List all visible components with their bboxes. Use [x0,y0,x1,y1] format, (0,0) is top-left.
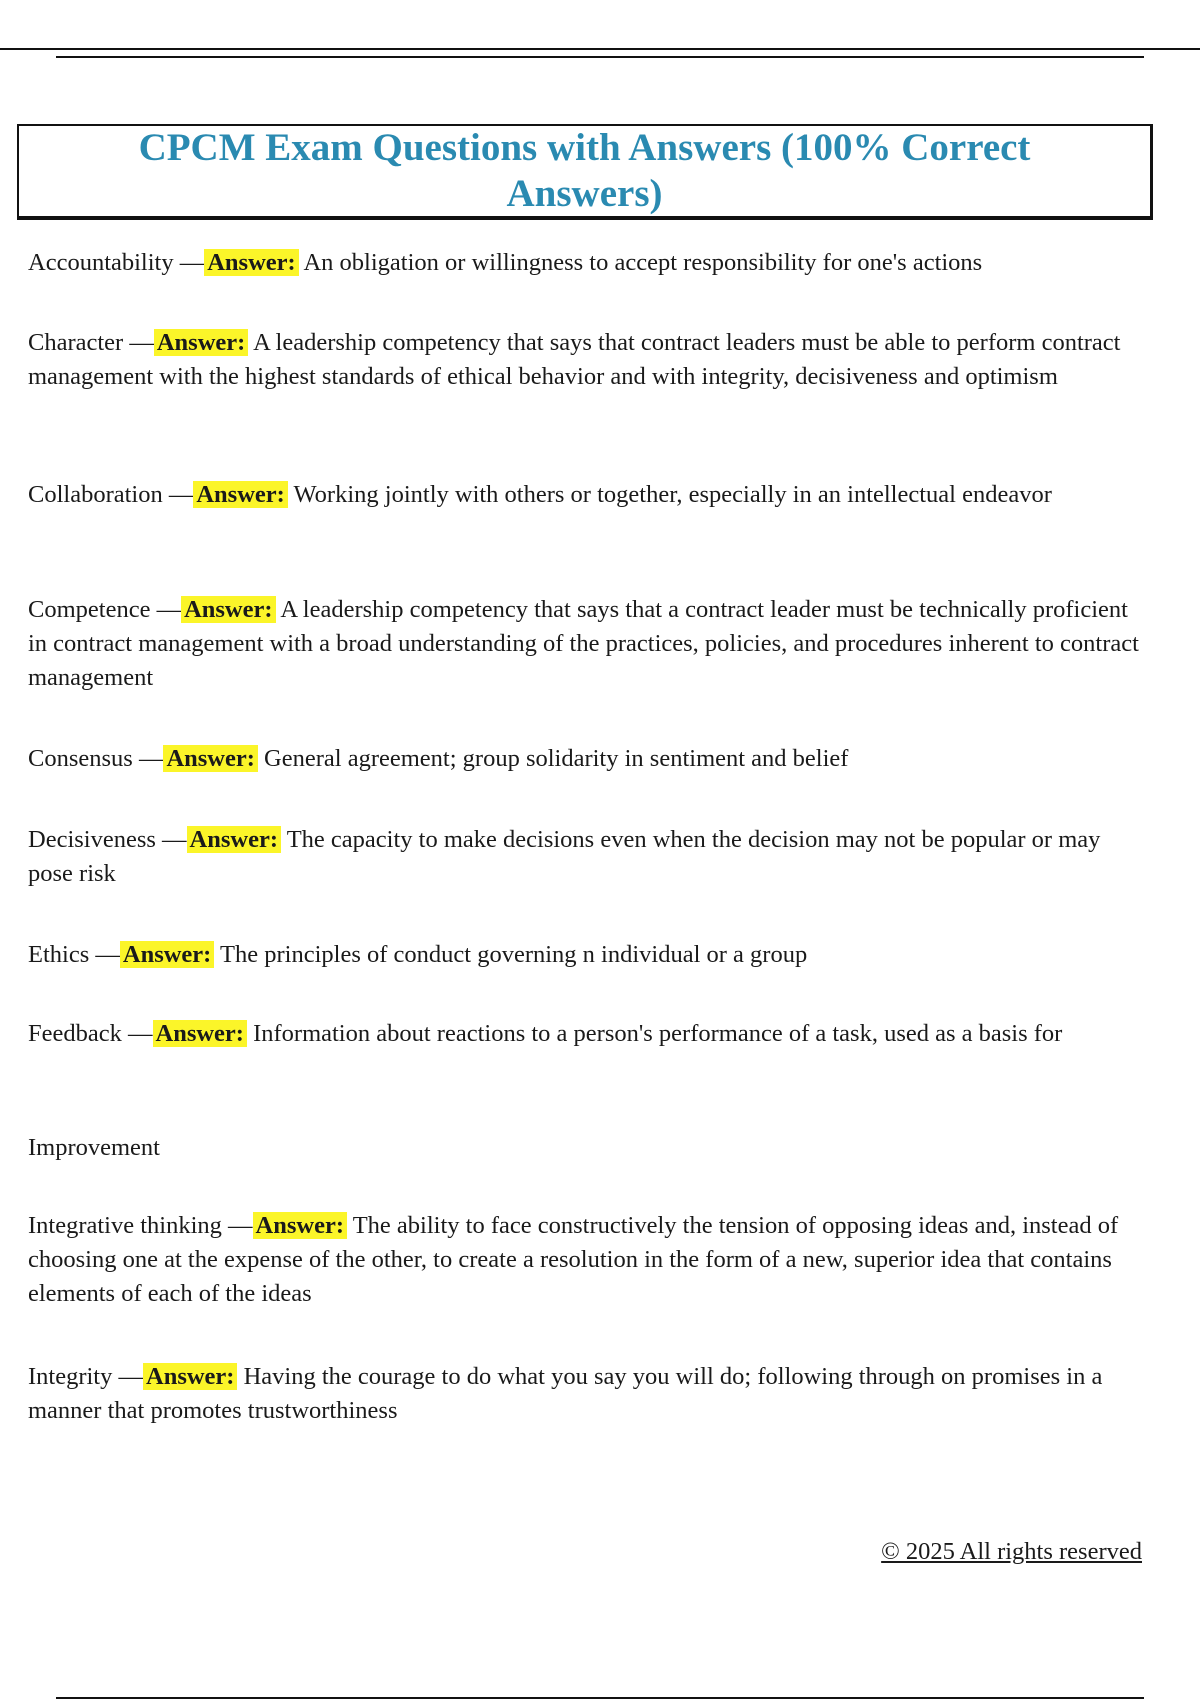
entry-answer: A leadership competency that says that a contract leader must be technically proficient in contract management with a broad understanding of the practices, policies, and procedures inherent to contract management [28,596,1139,691]
qa-entry: Consensus — Answer: General agreement; group solidarity in sentiment and belief [28,745,849,772]
qa-entry: Feedback — Answer: Information about reactions to a person's performance of a task, used as a basis for [28,1020,1063,1047]
entry-answer: Working jointly with others or together, especially in an intellectual endeavor [293,481,1052,508]
entry-term: Ethics [28,941,90,968]
top-rule [0,48,1200,50]
standalone-text: Improvement [28,1134,160,1161]
answer-label: Answer: [163,745,257,772]
answer-label: Answer: [120,941,214,968]
qa-entry: Character — Answer: A leadership competency that says that contract leaders must be able to perform contract management with the highest standards of ethical behavior and with integrity, decisiveness and optimism [28,329,1121,390]
entry-term: Decisiveness [28,826,156,853]
entry-term: Competence [28,596,151,623]
entry-term: Integrative thinking [28,1212,222,1239]
qa-entry: Competence — Answer: A leadership competency that says that a contract leader must be technically proficient in contract management with a broad understanding of the practices, policies, and procedures inherent to contract management [28,596,1139,691]
entry-term: Integrity [28,1363,113,1390]
qa-entry: Integrative thinking — Answer: The ability to face constructively the tension of opposing ideas and, instead of choosing one at the expense of the other, to create a resolution in the form of a new, superior idea that contains elements of each of the ideas [28,1212,1119,1307]
entry-term: Consensus [28,745,133,772]
entry-term: Accountability [28,249,174,276]
entry-answer: The capacity to make decisions even when the decision may not be popular or may pose risk [28,826,1101,887]
qa-entry: Ethics — Answer: The principles of conduct governing n individual or a group [28,941,808,968]
qa-entry: Decisiveness — Answer: The capacity to make decisions even when the decision may not be popular or may pose risk [28,826,1101,887]
entry-answer: Having the courage to do what you say you will do; following through on promises in a manner that promotes trustworthiness [28,1363,1103,1424]
qa-entry: Integrity — Answer: Having the courage to do what you say you will do; following through on promises in a manner that promotes trustworthiness [28,1363,1103,1424]
entry-answer: The principles of conduct governing n individual or a group [220,941,808,968]
entry-answer: An obligation or willingness to accept responsibility for one's actions [303,249,983,276]
answer-label: Answer: [143,1363,237,1390]
entry-answer: A leadership competency that says that contract leaders must be able to perform contract management with the highest standards of ethical behavior and with integrity, decisiveness and optimism [28,329,1121,390]
bottom-rule [56,1697,1144,1699]
entry-term: Character [28,329,124,356]
qa-entry: Collaboration — Answer: Working jointly with others or together, especially in an intellectual endeavor [28,481,1052,508]
answer-label: Answer: [204,249,298,276]
title-box [17,124,1153,220]
answer-label: Answer: [181,596,275,623]
entry-term: Feedback [28,1020,122,1047]
header-rule [56,56,1144,58]
entry-answer: Information about reactions to a person's performance of a task, used as a basis for [253,1020,1063,1047]
answer-label: Answer: [253,1212,347,1239]
answer-label: Answer: [154,329,248,356]
entry-answer: The ability to face constructively the tension of opposing ideas and, instead of choosing one at the expense of the other, to create a resolution in the form of a new, superior idea that contains elements of each of the ideas [28,1212,1119,1307]
answer-label: Answer: [153,1020,247,1047]
copyright-footer: © 2025 All rights reserved [881,1538,1142,1565]
qa-entry: Accountability — Answer: An obligation or willingness to accept responsibility for one's actions [28,249,983,276]
answer-label: Answer: [187,826,281,853]
document-title: CPCM Exam Questions with Answers (100% Correct Answers) [138,126,1031,215]
entry-term: Collaboration [28,481,163,508]
entry-answer: General agreement; group solidarity in sentiment and belief [264,745,849,772]
answer-label: Answer: [193,481,287,508]
